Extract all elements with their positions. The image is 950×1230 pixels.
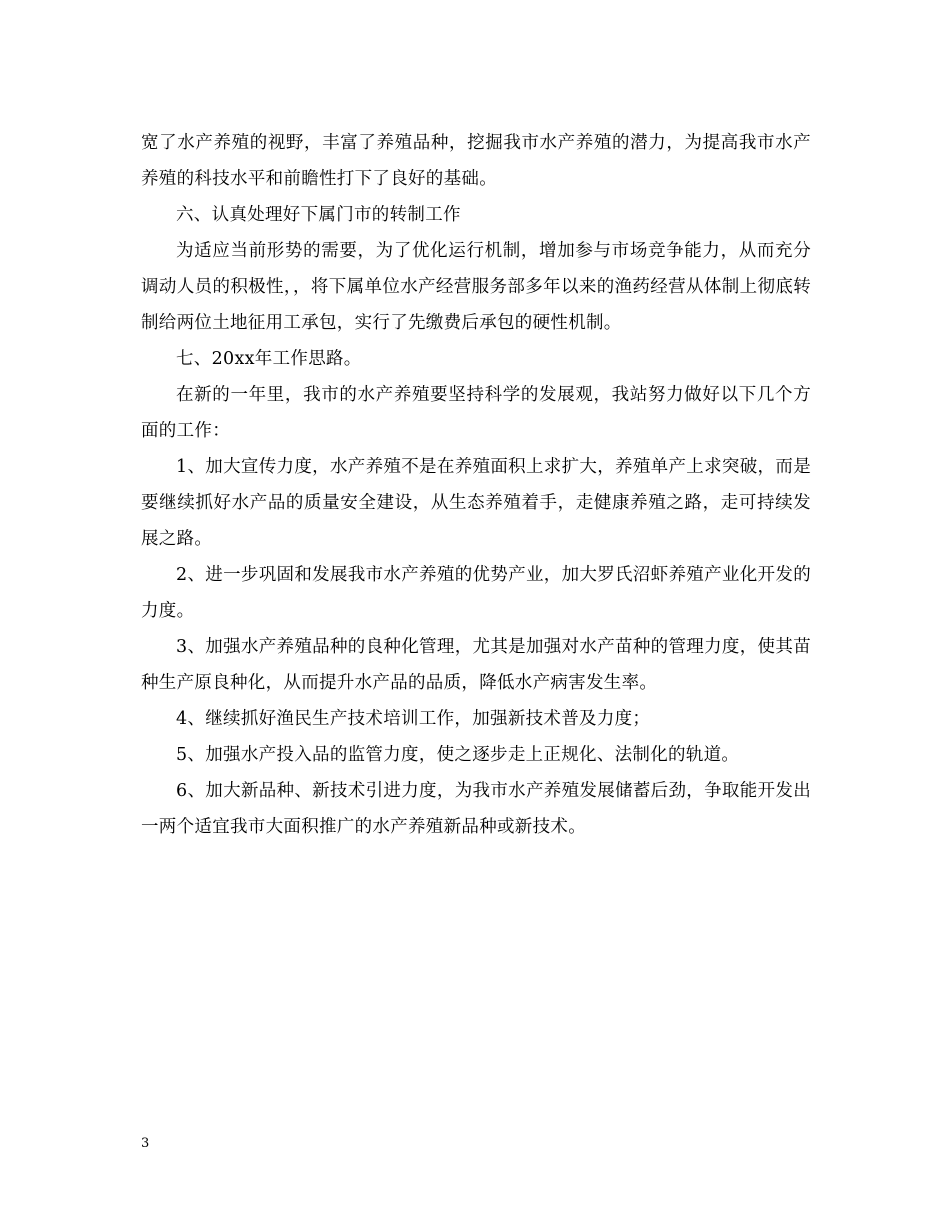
paragraph-new-year-intro: 在新的一年里，我市的水产养殖要坚持科学的发展观，我站努力做好以下几个方面的工作： bbox=[141, 385, 811, 441]
document-body bbox=[141, 125, 811, 845]
paragraph-restructuring: 为适应当前形势的需要，为了优化运行机制，增加参与市场竞争能力，从而充分调动人员的积极性，，将下属单位水产经营服务部多年以来的渔药经营从体制上彻底转制给两位土地征用工承包，实行了先缴费后承包的硬性机制。 bbox=[141, 241, 811, 333]
section-heading-seven: 七、20xx年工作思路。 bbox=[176, 349, 362, 369]
list-item-5: 5、加强水产投入品的监管力度，使之逐步走上正规化、法制化的轨道。 bbox=[176, 745, 740, 765]
paragraph-continuation: 宽了水产养殖的视野，丰富了养殖品种，挖掘我市水产养殖的潜力，为提高我市水产养殖的科技水平和前瞻性打下了良好的基础。 bbox=[141, 133, 811, 189]
list-item-3: 3、加强水产养殖品种的良种化管理，尤其是加强对水产苗种的管理力度，使其苗种生产原良种化，从而提升水产品的品质，降低水产病害发生率。 bbox=[141, 637, 811, 693]
list-item-1: 1、加大宣传力度，水产养殖不是在养殖面积上求扩大，养殖单产上求突破，而是要继续抓好水产品的质量安全建设，从生态养殖着手，走健康养殖之路，走可持续发展之路。 bbox=[141, 457, 811, 549]
list-item-6: 6、加大新品种、新技术引进力度，为我市水产养殖发展储蓄后劲，争取能开发出一两个适宜我市大面积推广的水产养殖新品种或新技术。 bbox=[141, 781, 811, 837]
section-heading-six: 六、认真处理好下属门市的转制工作 bbox=[176, 205, 461, 225]
page-number: 3 bbox=[141, 1136, 150, 1151]
list-item-4: 4、继续抓好渔民生产技术培训工作，加强新技术普及力度； bbox=[176, 709, 651, 729]
list-item-2: 2、进一步巩固和发展我市水产养殖的优势产业，加大罗氏沼虾养殖产业化开发的力度。 bbox=[141, 565, 811, 621]
